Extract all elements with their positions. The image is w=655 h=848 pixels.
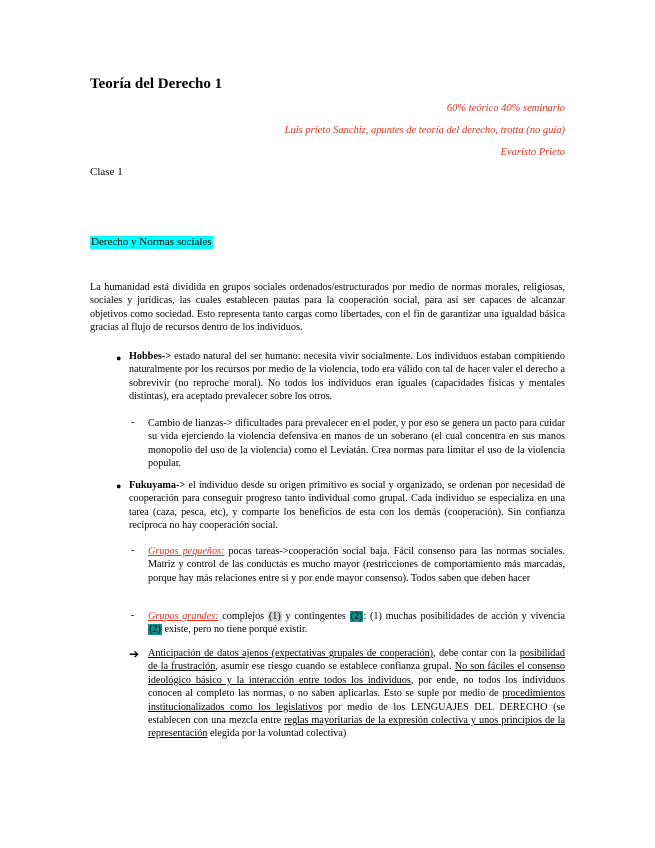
grupos-pequenos-term: Grupos pequeños: (148, 546, 225, 557)
grupos-grandes-term: Grupos grandes: (148, 611, 219, 622)
section-heading: Derecho y Normas sociales (91, 236, 212, 248)
dash-marker: - (131, 610, 135, 621)
bullet-dot-icon: ● (116, 353, 122, 363)
meta-line-grading: 60% teórico 40% seminario (446, 103, 565, 114)
meta-line-professor: Evaristo Prieto (500, 147, 565, 158)
grupos-grandes-paragraph: Grupos grandes: complejos (1) y contingentes (2): (1) muchas posibilidades de acción y vivencia (2) existe, pero no tiene porqué existir. (148, 611, 565, 636)
class-label: Clase 1 (90, 166, 123, 178)
dash-marker: - (131, 417, 135, 428)
fukuyama-paragraph: Fukuyama-> el individuo desde su origen primitivo es social y organizado, se ordenan por necesidad de cooperación para conseguir progreso tanto individual como grupal. Cada individuo se especializa en una tarea (caza, pesca, etc), y comparte los beneficios de esta con los demás (cooperación). Sin confianza recíproca no hay cooperación social. (129, 480, 565, 532)
hobbes-paragraph: Hobbes-> estado natural del ser humano: necesita vivir socialmente. Los individuos estaban compitiendo naturalmente por los recursos por medio de la violencia, todo era válido con tal de hacer valer el derecho a sobrevivir (no reproche moral). No todos los individuos eran iguales (capacidades físicas y mentales distintas), era aceptado prevalecer sobre los otros. (129, 351, 565, 403)
anticipacion-paragraph: Anticipación de datos ajenos (expectativas grupales de cooperación), debe contar con la posibilidad de la frustración, asumir ese riesgo cuando se establece confianza grupal. No son fáciles el consenso ideológico básico y la interacción entre todos los individuos, por ende, no todos los individuos conocen al completo las normas, o no saben aplicarlas. Esto se suple por medio de procedimientos institucionalizados como los legislativos por medio de los LENGUAJES DEL DERECHO (se establecen con una mezcla entre reglas mayoritarias de la expresión colectiva y unos principios de la representación elegida por la voluntad colectiva) (148, 648, 565, 740)
comment-marker[interactable]: (1) (268, 611, 281, 622)
document-title: Teoría del Derecho 1 (90, 76, 223, 92)
dash-marker: - (131, 545, 135, 556)
fukuyama-term: Fukuyama-> (129, 480, 186, 491)
comment-marker[interactable]: (2) (350, 611, 363, 622)
hobbes-term: Hobbes-> (129, 351, 172, 362)
intro-paragraph: La humanidad está dividida en grupos sociales ordenados/estructurados por medio de normas morales, religiosas, sociales y jurídicas, las cuales establecen pautas para la cooperación social, para así ser capaces de alcanzar objetivos como sociedad. Esto representa tanto cargas como libertades, con el fin de garantizar una igualdad básica gracias al flujo de recursos dentro de los individuos. (90, 282, 565, 334)
bullet-dot-icon: ● (116, 481, 122, 491)
arrow-right-icon: ➔ (129, 647, 140, 661)
grupos-pequenos-paragraph: Grupos pequeños: pocas tareas->cooperación social baja. Fácil consenso para las normas sociales. Matriz y control de las conductas es mucho mayor (restricciones de comportamiento más marcadas, porque hay más relaciones entre sí y por ende mayor consenso). Todos saben que deben hacer (148, 546, 566, 584)
meta-line-reference: Luis prieto Sanchiz, apuntes de teoría del derecho, trotta (no guía) (284, 125, 565, 136)
cambio-paragraph: Cambio de lianzas-> dificultades para prevalecer en el poder, y por eso se genera un pacto para cuidar su vida ejerciendo la violencia defensiva en manos de un soberano (el cual concentra en sus manos monopolio del uso de la violencia) como el Leviatán. Crea normas para limitar el uso de la violencia popular. (148, 418, 565, 470)
comment-marker[interactable]: (2) (149, 624, 161, 636)
